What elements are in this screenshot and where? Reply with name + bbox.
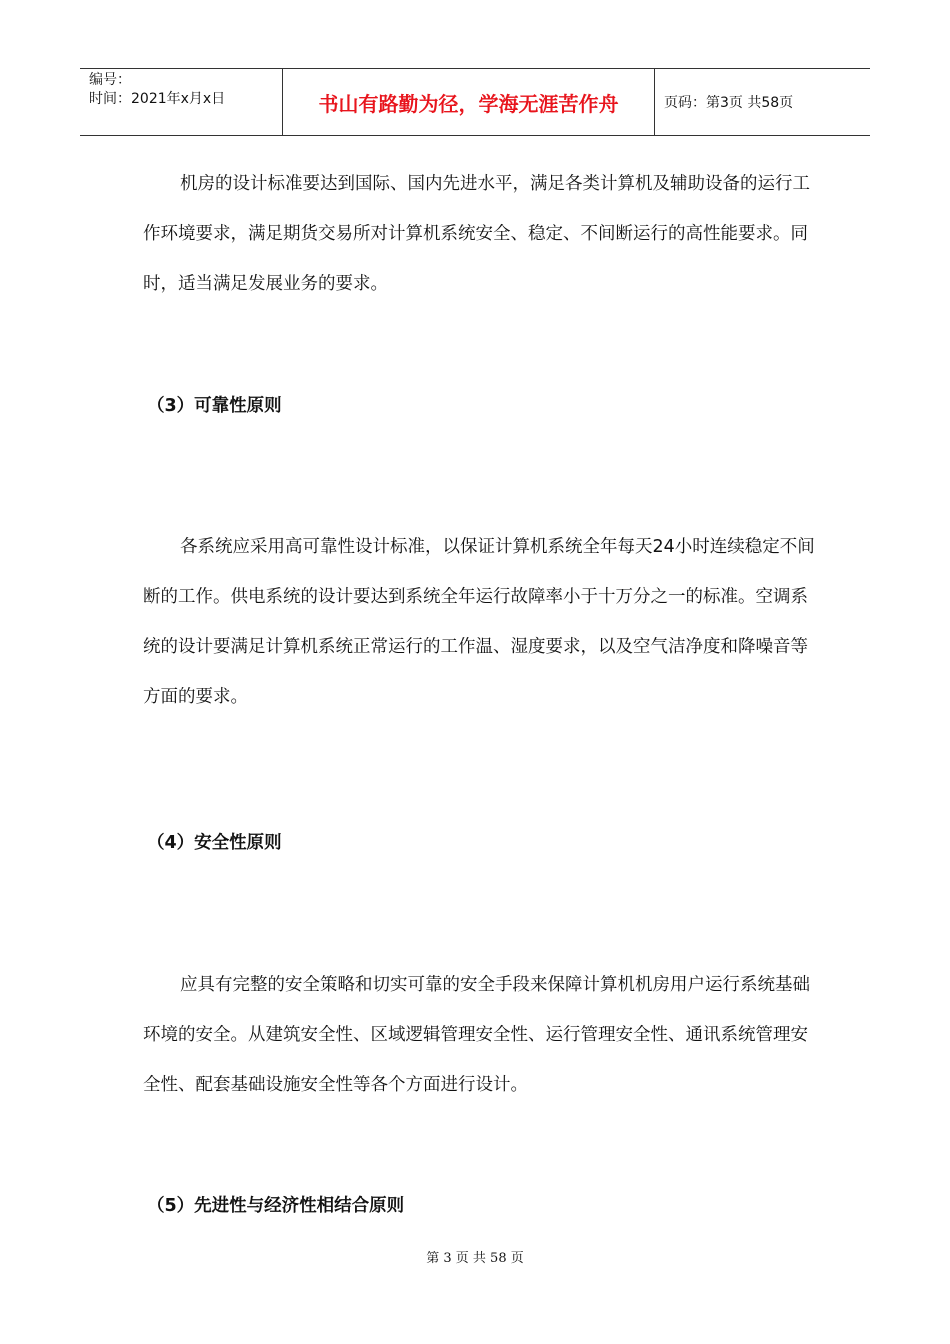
page-footer: 第 3 页 共 58 页 [426,1251,524,1266]
header-meta [80,69,282,135]
paragraph-design-standard [143,159,823,309]
header-page-info: 页码：第3页 共58页 [664,95,794,111]
section-heading-security: （4）安全性原则 [147,833,282,853]
paragraph-text: 应具有完整的安全策略和切实可靠的安全手段来保障计算机机房用户运行系统基础环境的安全。从建筑安全性、区域逻辑管理安全性、运行管理安全性、通讯系统管理安全性、配套基础设施安全性等各个方面进行设计。 [143,975,810,1095]
document-header [80,68,870,136]
paragraph-text: 机房的设计标准要达到国际、国内先进水平，满足各类计算机及辅助设备的运行工作环境要求，满足期货交易所对计算机系统安全、稳定、不间断运行的高性能要求。同时，适当满足发展业务的要求。 [143,174,810,294]
time-label: 时间：2021年x月x日 [89,91,226,107]
section-heading-advanced-economic: （5）先进性与经济性相结合原则 [147,1196,405,1216]
section-heading-reliability: （3）可靠性原则 [147,396,282,416]
paragraph-security [143,960,823,1110]
header-motto: 书山有路勤为径，学海无涯苦作舟 [282,69,655,135]
paragraph-reliability [143,522,823,722]
number-label: 编号： [89,72,131,88]
paragraph-text: 各系统应采用高可靠性设计标准，以保证计算机系统全年每天24小时连续稳定不间断的工作。供电系统的设计要达到系统全年运行故障率小于十万分之一的标准。空调系统的设计要满足计算机系统正常运行的工作温、湿度要求，以及空气洁净度和降噪音等方面的要求。 [143,537,815,707]
